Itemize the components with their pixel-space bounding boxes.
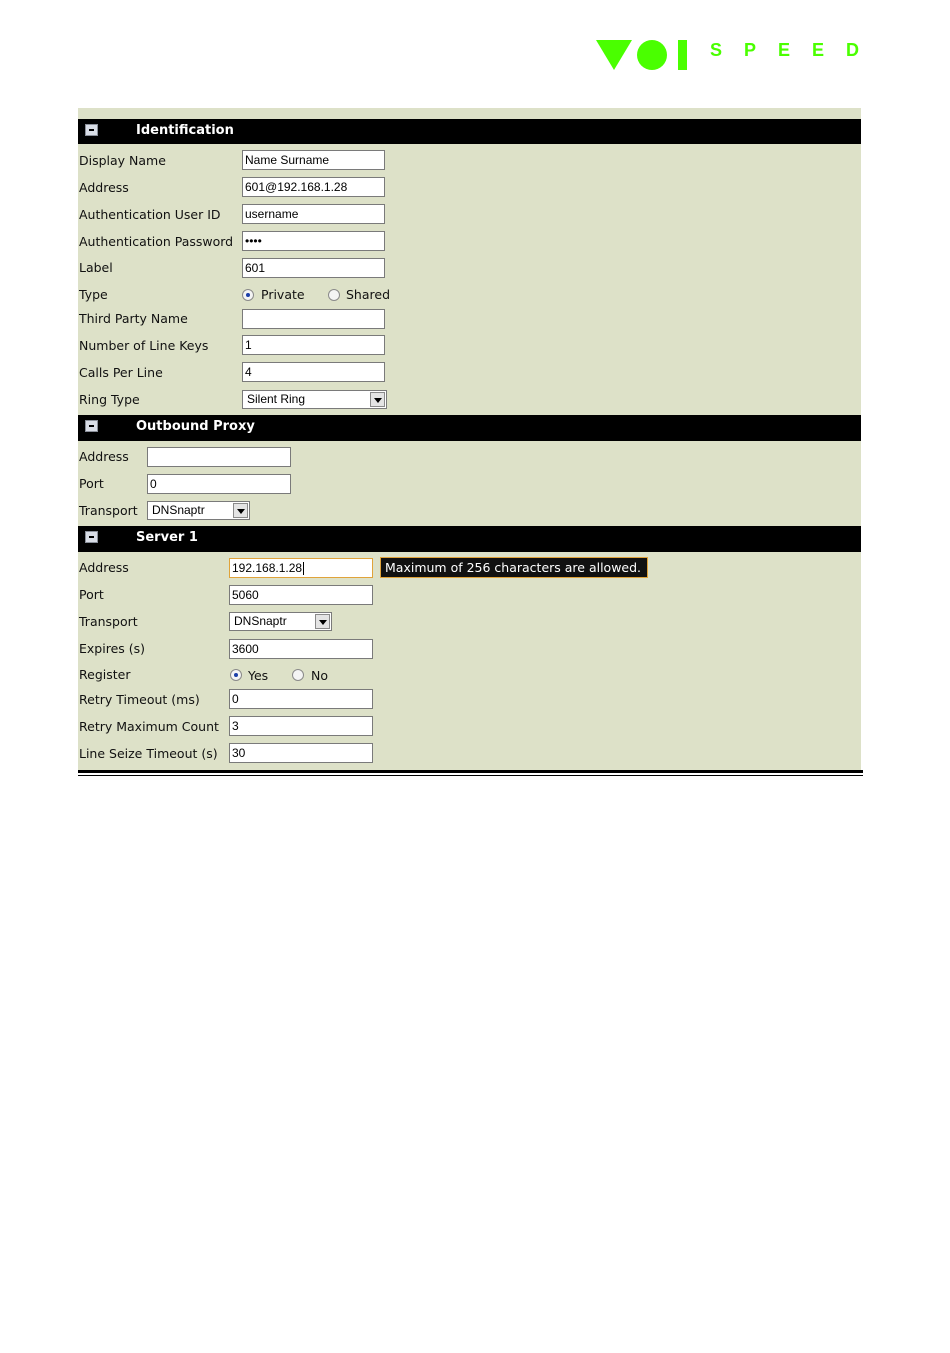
register-yes-radio[interactable] — [230, 669, 242, 681]
chevron-down-icon[interactable] — [315, 614, 330, 629]
proxy-transport-label: Transport — [79, 503, 138, 518]
collapse-icon[interactable] — [85, 124, 98, 136]
display-name-label: Display Name — [79, 153, 166, 168]
server-address-value: 192.168.1.28 — [232, 561, 303, 575]
server-address-label: Address — [79, 560, 129, 575]
type-private-label: Private — [261, 287, 305, 302]
logo-mark — [596, 38, 706, 72]
chevron-down-icon[interactable] — [370, 392, 385, 407]
section-header-outbound-proxy — [78, 415, 861, 441]
register-no-radio[interactable] — [292, 669, 304, 681]
ring-type-value: Silent Ring — [247, 392, 306, 406]
third-party-name-input[interactable] — [242, 309, 385, 329]
panel-bottom-rule — [78, 775, 863, 776]
line-seize-label: Line Seize Timeout (s) — [79, 746, 218, 761]
retry-timeout-label: Retry Timeout (ms) — [79, 692, 200, 707]
type-label: Type — [79, 287, 108, 302]
proxy-address-input[interactable] — [147, 447, 291, 467]
label-input[interactable]: 601 — [242, 258, 385, 278]
section-header-server-1 — [78, 526, 861, 552]
section-title: Server 1 — [136, 530, 198, 545]
panel-bottom-border — [78, 770, 863, 773]
proxy-address-label: Address — [79, 449, 129, 464]
proxy-transport-select[interactable] — [147, 501, 250, 520]
section-title: Outbound Proxy — [136, 419, 255, 434]
server-port-input[interactable]: 5060 — [229, 585, 373, 605]
server-transport-label: Transport — [79, 614, 138, 629]
third-party-name-label: Third Party Name — [79, 311, 188, 326]
line-keys-label: Number of Line Keys — [79, 338, 209, 353]
proxy-port-input[interactable]: 0 — [147, 474, 291, 494]
server-transport-select[interactable] — [229, 612, 332, 631]
expires-label: Expires (s) — [79, 641, 146, 656]
retry-max-label: Retry Maximum Count — [79, 719, 219, 734]
register-no-label: No — [311, 668, 328, 683]
line-keys-input[interactable]: 1 — [242, 335, 385, 355]
auth-user-id-input[interactable]: username — [242, 204, 385, 224]
auth-user-id-label: Authentication User ID — [79, 207, 221, 222]
type-shared-label: Shared — [346, 287, 391, 302]
auth-password-label: Authentication Password — [79, 234, 234, 249]
address-input[interactable]: 601@192.168.1.28 — [242, 177, 385, 197]
address-label: Address — [79, 180, 129, 195]
label-label: Label — [79, 260, 113, 275]
register-yes-label: Yes — [248, 668, 269, 683]
server-address-input[interactable] — [229, 558, 373, 578]
type-private-radio[interactable] — [242, 289, 254, 301]
collapse-icon[interactable] — [85, 420, 98, 432]
validation-tooltip: Maximum of 256 characters are allowed. — [380, 557, 648, 578]
auth-password-input[interactable]: •••• — [242, 231, 385, 251]
server-transport-value: DNSnaptr — [234, 614, 287, 628]
register-label: Register — [79, 667, 131, 682]
chevron-down-icon[interactable] — [233, 503, 248, 518]
section-header-identification — [78, 119, 861, 144]
voispeed-logo — [596, 38, 882, 72]
line-seize-input[interactable]: 30 — [229, 743, 373, 763]
server-port-label: Port — [79, 587, 104, 602]
text-caret — [303, 562, 304, 575]
display-name-input[interactable]: Name Surname — [242, 150, 385, 170]
calls-per-line-label: Calls Per Line — [79, 365, 163, 380]
retry-max-input[interactable]: 3 — [229, 716, 373, 736]
proxy-port-label: Port — [79, 476, 104, 491]
calls-per-line-input[interactable]: 4 — [242, 362, 385, 382]
proxy-transport-value: DNSnaptr — [152, 503, 205, 517]
ring-type-select[interactable] — [242, 390, 387, 409]
expires-input[interactable]: 3600 — [229, 639, 373, 659]
retry-timeout-input[interactable]: 0 — [229, 689, 373, 709]
collapse-icon[interactable] — [85, 531, 98, 543]
section-title: Identification — [136, 123, 234, 138]
logo-text: SPEED — [710, 40, 882, 60]
type-shared-radio[interactable] — [328, 289, 340, 301]
ring-type-label: Ring Type — [79, 392, 140, 407]
